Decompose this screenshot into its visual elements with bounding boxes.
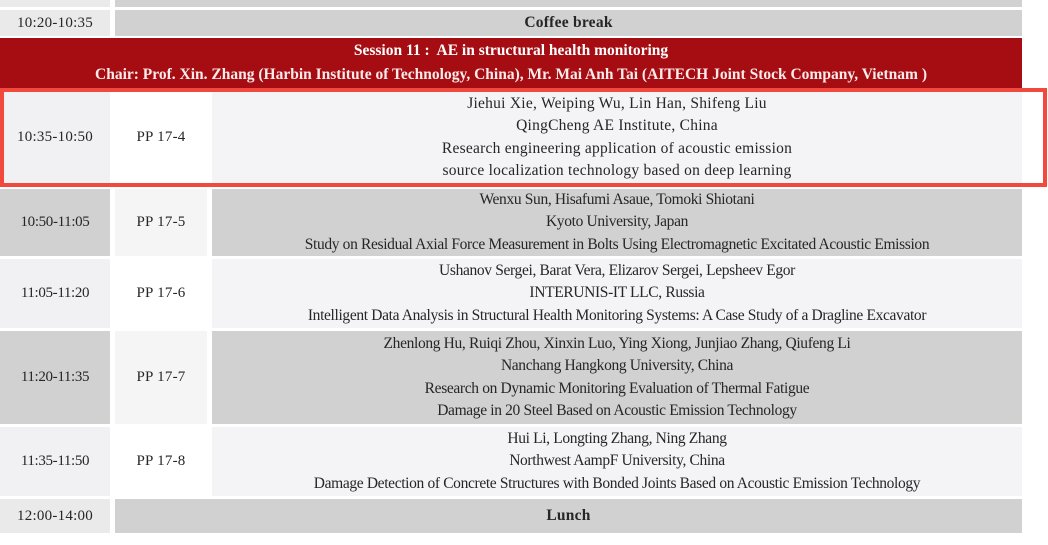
presentation-title-line-1: Damage Detection of Concrete Structures with Bonded Joints Based on Acoustic Emission Technology <box>313 474 921 492</box>
presentation-details <box>212 427 1022 496</box>
coffee-break-time: 10:20-10:35 <box>0 10 110 36</box>
presentation-affiliation: Northwest AampF University, China <box>509 452 725 470</box>
presentation-row-pp17-6 <box>0 259 1022 328</box>
presentation-code: PP 17-7 <box>115 331 207 424</box>
presentation-affiliation: Nanchang Hangkong University, China <box>500 357 734 374</box>
presentation-code: PP 17-5 <box>115 189 207 256</box>
presentation-details <box>212 189 1022 256</box>
presentation-title-line-2: Damage in 20 Steel Based on Acoustic Emission Technology <box>437 402 797 419</box>
presentation-details <box>212 92 1022 183</box>
presentation-affiliation: Kyoto University, Japan <box>545 213 689 231</box>
presentation-time: 11:35-11:50 <box>0 427 110 496</box>
presentation-time: 10:50-11:05 <box>0 189 110 256</box>
presentation-time: 11:20-11:35 <box>0 331 110 424</box>
presentation-title-line-1: Research on Dynamic Monitoring Evaluation of Thermal Fatigue <box>424 379 810 397</box>
presentation-row-pp17-7 <box>0 331 1022 424</box>
coffee-break-label: Coffee break <box>115 10 1022 36</box>
presentation-row-pp17-8 <box>0 427 1022 496</box>
presentation-row-pp17-4 <box>0 92 1022 183</box>
session-chairs: Chair: Prof. Xin. Zhang (Harbin Institute of Technology, China), Mr. Mai Anh Tai (AITECH Joint Stock Company, Vietnam ) <box>95 66 927 83</box>
session-banner <box>0 38 1022 88</box>
presentation-details <box>212 259 1022 328</box>
presentation-title-line-1: Study on Residual Axial Force Measurement in Bolts Using Electromagnetic Excitated Acoustic Emission <box>304 235 930 253</box>
presentation-affiliation: QingCheng AE Institute, China <box>516 117 718 134</box>
lunch-row <box>0 499 1022 533</box>
presentation-row-pp17-5 <box>0 189 1022 256</box>
presentation-title-line-1: Intelligent Data Analysis in Structural Health Monitoring Systems: A Case Study of a Dragline Excavator <box>307 306 927 324</box>
presentation-time: 10:35-10:50 <box>0 92 110 183</box>
lunch-label: Lunch <box>115 499 1022 533</box>
presentation-code: PP 17-6 <box>115 259 207 328</box>
highlighted-row-container <box>0 88 1048 187</box>
lunch-time: 12:00-14:00 <box>0 499 110 533</box>
presentation-time: 11:05-11:20 <box>0 259 110 328</box>
presentation-authors: Wenxu Sun, Hisafumi Asaue, Tomoki Shiotani <box>479 190 755 208</box>
presentation-details <box>212 331 1022 424</box>
presentation-title-line-1: Research engineering application of acoustic emission <box>441 139 793 157</box>
presentation-affiliation: INTERUNIS-IT LLC, Russia <box>529 284 705 302</box>
presentation-code: PP 17-4 <box>115 92 207 183</box>
session-title: Session 11 : AE in structural health monitoring <box>353 42 669 59</box>
presentation-authors: Jiehui Xie, Weiping Wu, Lin Han, Shifeng Liu <box>467 94 767 112</box>
coffee-break-row <box>0 10 1022 36</box>
presentation-code: PP 17-8 <box>115 427 207 496</box>
presentation-authors: Zhenlong Hu, Ruiqi Zhou, Xinxin Luo, Ying Xiong, Junjiao Zhang, Qiufeng Li <box>383 334 851 352</box>
presentation-authors: Hui Li, Longting Zhang, Ning Zhang <box>507 429 727 447</box>
presentation-authors: Ushanov Sergei, Barat Vera, Elizarov Sergei, Lepsheev Egor <box>439 261 795 279</box>
remnant-body-cell <box>115 0 1022 7</box>
remnant-time-cell <box>0 0 110 7</box>
presentation-title-line-2: source localization technology based on deep learning <box>442 162 792 179</box>
previous-row-remnant <box>0 0 1022 7</box>
